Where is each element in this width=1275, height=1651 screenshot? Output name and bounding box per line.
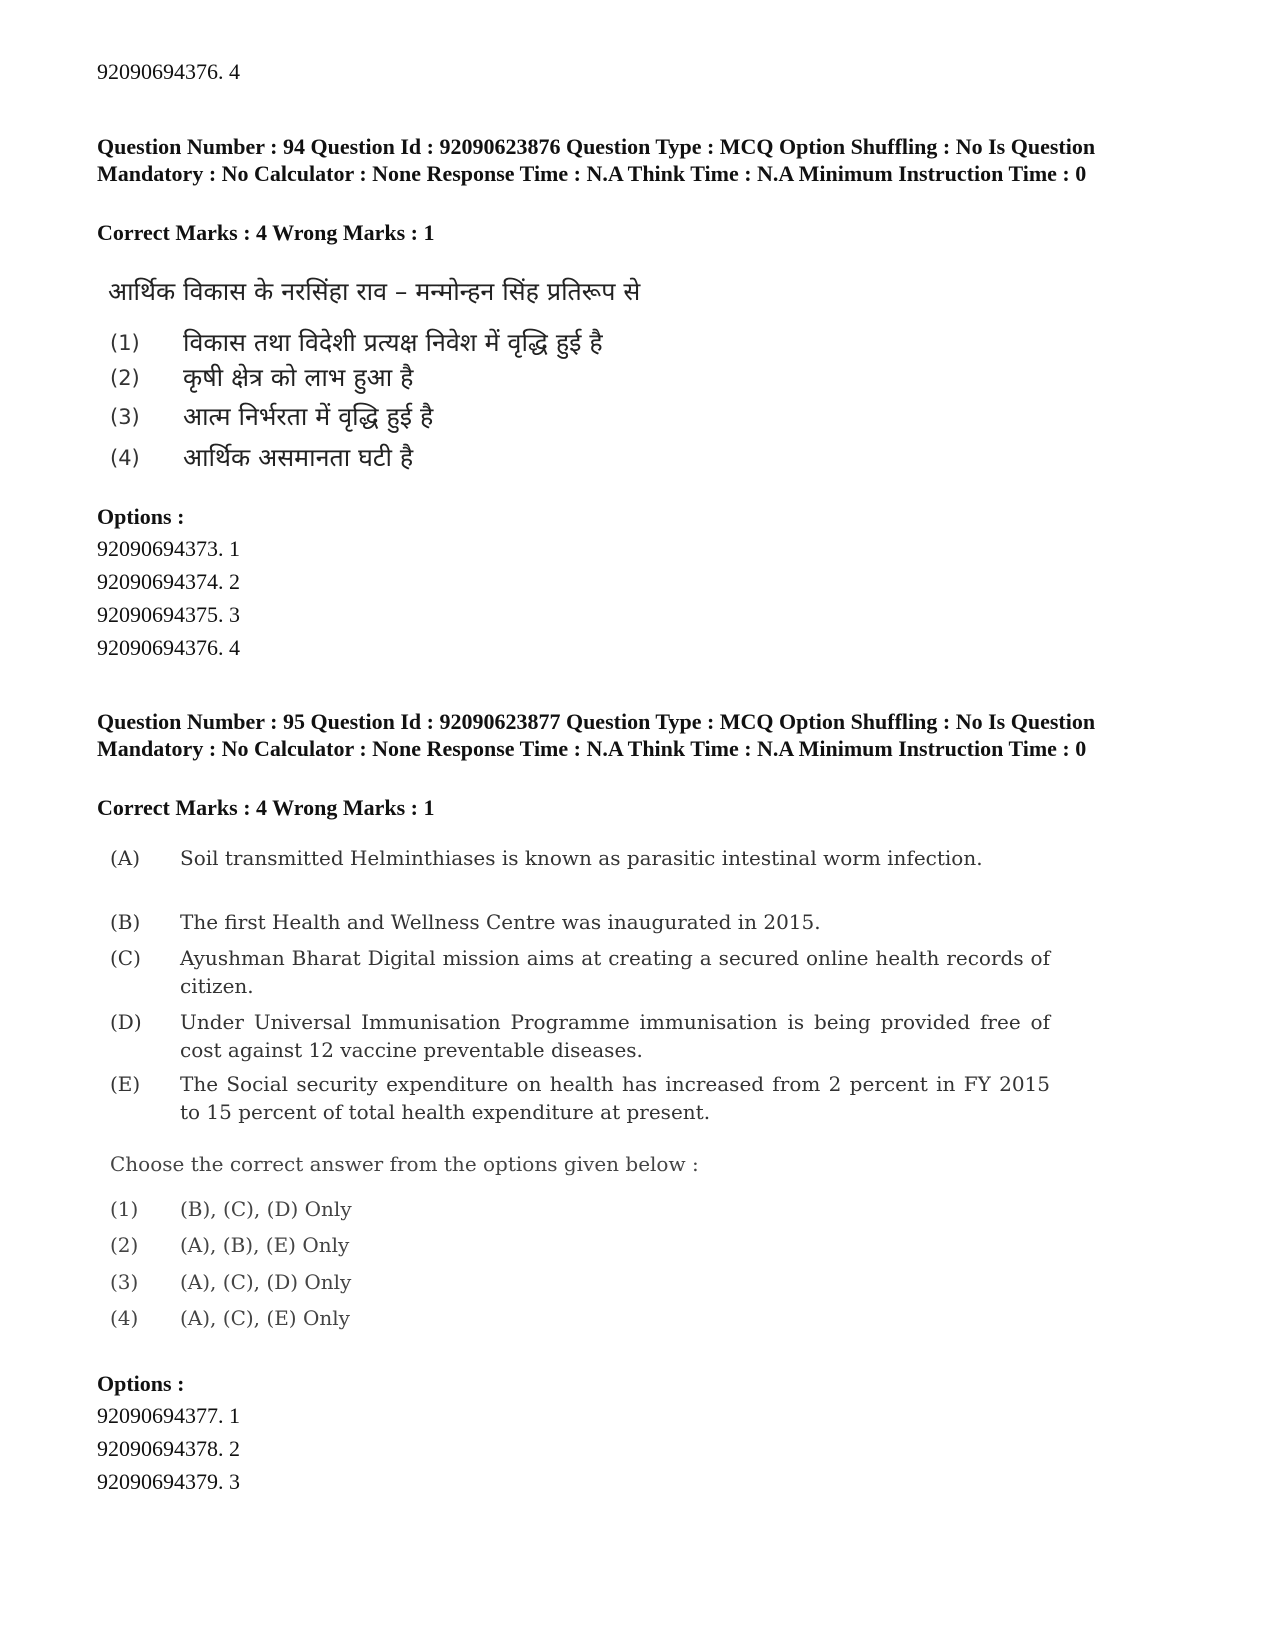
- option-line: 92090694376. 4: [97, 635, 240, 660]
- answer-text: (A), (C), (D) Only: [180, 1270, 352, 1294]
- choice-text: कृषी क्षेत्र को लाभ हुआ है: [183, 363, 414, 392]
- statement-label: (A): [110, 846, 141, 870]
- statement-text: Under Universal Immunisation Programme immunisation is being provided free of cost against 12 vaccine preventable diseases.: [180, 1010, 1050, 1062]
- statement-label: (E): [110, 1072, 141, 1096]
- answer-number: (3): [110, 1270, 139, 1294]
- option-line: 92090694378. 2: [97, 1436, 240, 1461]
- statement-text: Ayushman Bharat Digital mission aims at creating a secured online health records of citizen.: [180, 946, 1050, 998]
- option-line: 92090694376. 4: [97, 59, 240, 84]
- statement-label: (C): [110, 946, 141, 970]
- choice-text: आत्म निर्भरता में वृद्धि हुई है: [183, 402, 434, 431]
- question-95-meta: Question Number : 95 Question Id : 92090623877 Question Type : MCQ Option Shuffling : No Is Question Mandatory : No Calculator : None Response Time : N.A Think Time : N.A Minimum Instruction Time : 0: [97, 709, 1096, 761]
- question-94-marks: Correct Marks : 4 Wrong Marks : 1: [97, 220, 435, 245]
- choice-number: (3): [110, 405, 140, 429]
- answer-text: (A), (B), (E) Only: [180, 1233, 350, 1257]
- answer-number: (2): [110, 1233, 139, 1257]
- options-heading: Options :: [97, 504, 185, 529]
- statement-label: (D): [110, 1010, 142, 1034]
- statement-text: The first Health and Wellness Centre was inaugurated in 2015.: [180, 910, 821, 934]
- question-94-stem: आर्थिक विकास के नरसिंहा राव – मन्मोन्हन सिंह प्रतिरूप से: [108, 277, 641, 306]
- answer-number: (4): [110, 1306, 139, 1330]
- answer-number: (1): [110, 1197, 139, 1221]
- answer-text: (B), (C), (D) Only: [180, 1197, 352, 1221]
- option-line: 92090694377. 1: [97, 1403, 240, 1428]
- choice-text: आर्थिक असमानता घटी है: [183, 443, 414, 472]
- choice-number: (2): [110, 366, 140, 390]
- statement-label: (B): [110, 910, 141, 934]
- options-heading: Options :: [97, 1371, 185, 1396]
- instruction-text: Choose the correct answer from the options given below :: [110, 1152, 699, 1176]
- option-line: 92090694374. 2: [97, 569, 240, 594]
- choice-number: (1): [110, 331, 140, 355]
- question-94-meta: Question Number : 94 Question Id : 92090623876 Question Type : MCQ Option Shuffling : No Is Question Mandatory : No Calculator : None Response Time : N.A Think Time : N.A Minimum Instruction Time : 0: [97, 134, 1096, 186]
- option-line: 92090694379. 3: [97, 1469, 240, 1494]
- statement-text: The Social security expenditure on health has increased from 2 percent in FY 2015 to 15 percent of total health expenditure at present.: [180, 1072, 1050, 1124]
- option-line: 92090694375. 3: [97, 602, 240, 627]
- option-line: 92090694373. 1: [97, 536, 240, 561]
- question-95-marks: Correct Marks : 4 Wrong Marks : 1: [97, 795, 435, 820]
- answer-text: (A), (C), (E) Only: [180, 1306, 350, 1330]
- choice-number: (4): [110, 446, 140, 470]
- statement-text: Soil transmitted Helminthiases is known as parasitic intestinal worm infection.: [180, 846, 983, 870]
- choice-text: विकास तथा विदेशी प्रत्यक्ष निवेश में वृद्धि हुई है: [183, 328, 603, 357]
